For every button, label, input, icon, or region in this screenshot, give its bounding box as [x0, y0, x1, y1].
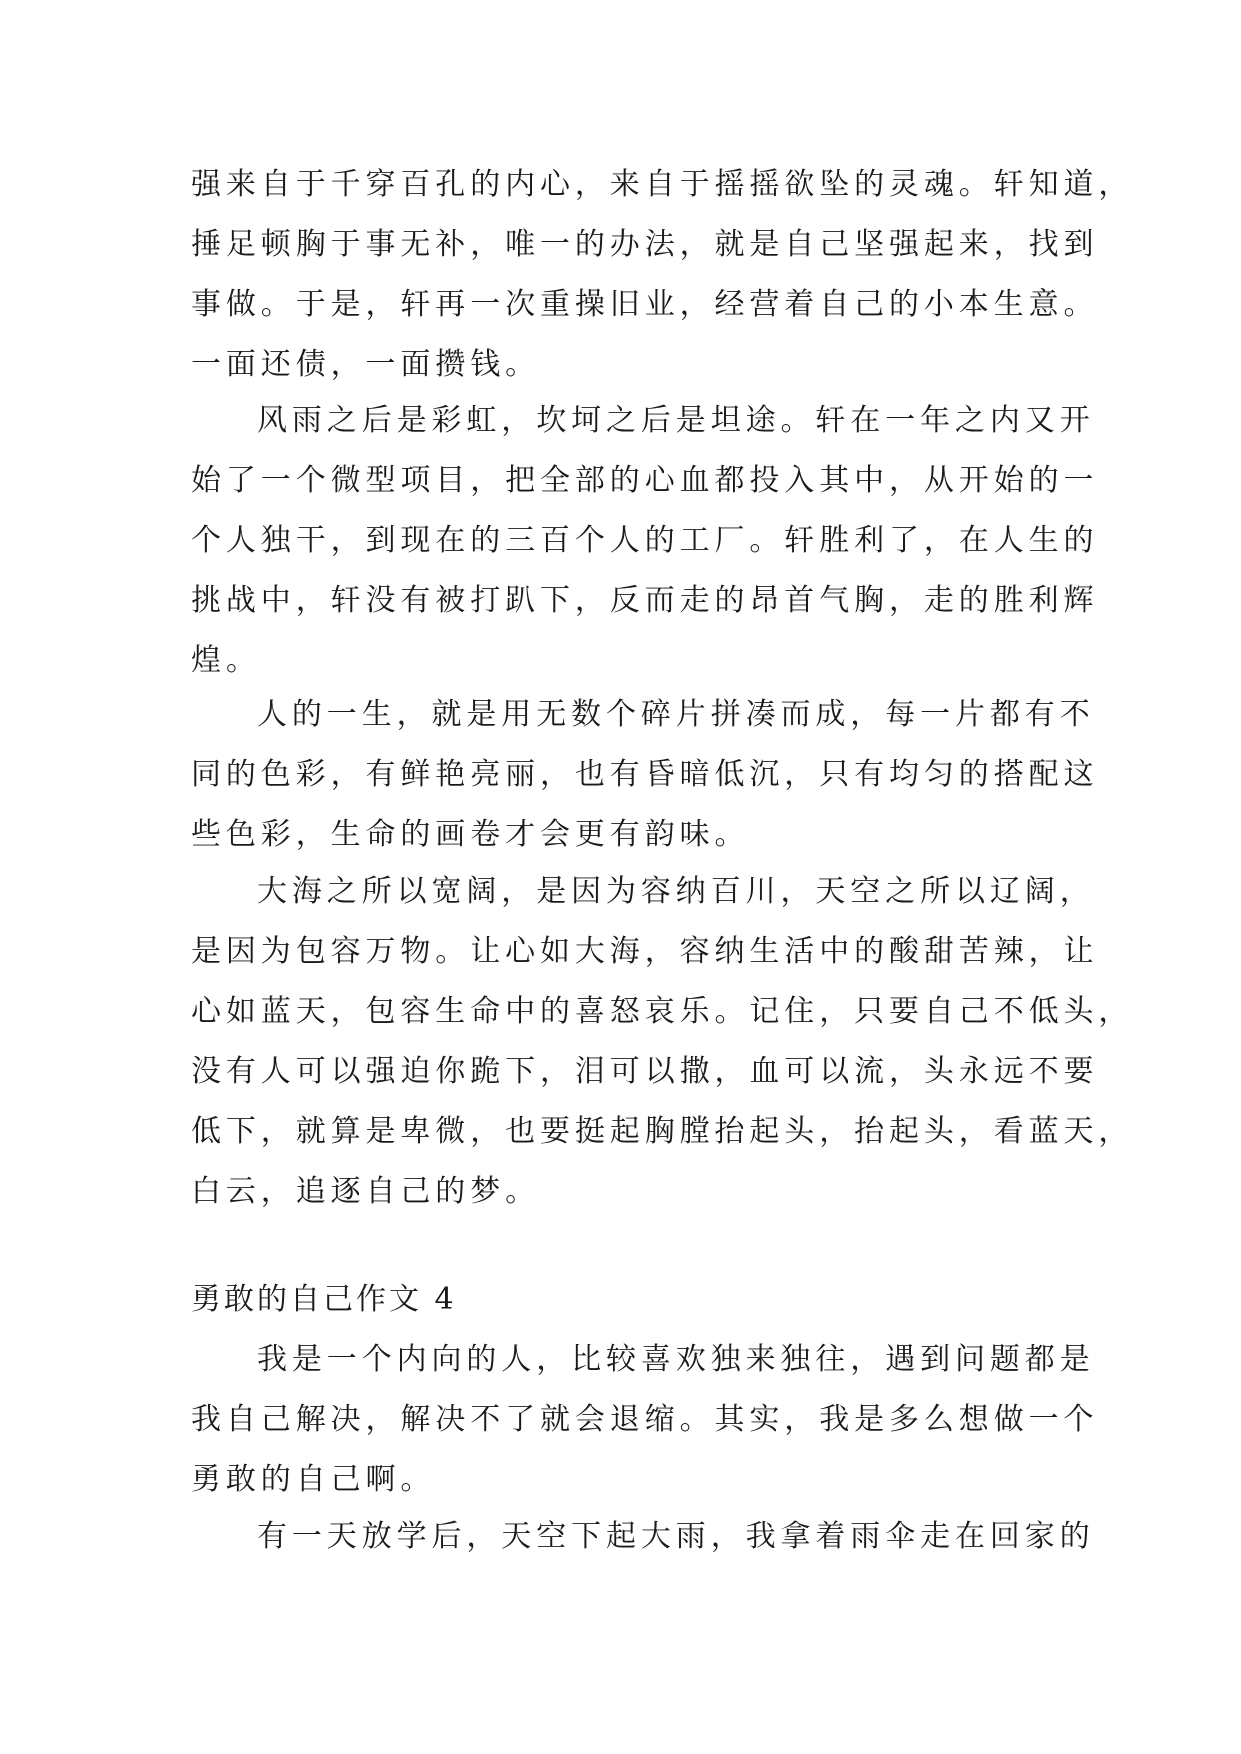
text-line: 个人独干，到现在的三百个人的工厂。轩胜利了，在人生的: [191, 523, 1099, 558]
text-line: 捶足顿胸于事无补，唯一的办法，就是自己坚强起来，找到: [191, 227, 1099, 262]
text-line: 人的一生，就是用无数个碎片拼凑而成，每一片都有不: [257, 697, 1095, 732]
paragraph-life-fragments: [191, 685, 1099, 865]
essay-heading: 勇敢的自己作文 4: [191, 1282, 457, 1317]
text-line: 心如蓝天，包容生命中的喜怒哀乐。记住，只要自己不低头，: [191, 994, 1134, 1029]
text-line: 没有人可以强迫你跪下，泪可以撒，血可以流，头永远不要: [191, 1054, 1099, 1089]
text-line: 些色彩，生命的画卷才会更有韵味。: [191, 817, 750, 852]
essay-heading-block: [191, 1270, 1071, 1330]
text-line: 是因为包容万物。让心如大海，容纳生活中的酸甜苦辣，让: [191, 934, 1099, 969]
text-line: 勇敢的自己啊。: [191, 1462, 436, 1497]
paragraph-rainy-day: [191, 1507, 1095, 1567]
text-line: 一面还债，一面攒钱。: [191, 347, 540, 382]
paragraph-continued: [191, 155, 1134, 395]
paragraph-sea-and-sky: [191, 862, 1134, 1222]
text-line: 大海之所以宽阔，是因为容纳百川，天空之所以辽阔，: [257, 874, 1095, 909]
text-line: 煌。: [191, 643, 261, 678]
text-line: 始了一个微型项目，把全部的心血都投入其中，从开始的一: [191, 463, 1099, 498]
text-line: 挑战中，轩没有被打趴下，反而走的昂首气胸，走的胜利辉: [191, 583, 1099, 618]
text-line: 低下，就算是卑微，也要挺起胸膛抬起头，抬起头，看蓝天，: [191, 1114, 1134, 1149]
text-line: 我是一个内向的人，比较喜欢独来独往，遇到问题都是: [257, 1342, 1095, 1377]
text-line: 有一天放学后，天空下起大雨，我拿着雨伞走在回家的: [257, 1519, 1095, 1554]
paragraph-rainbow: [191, 391, 1099, 691]
text-line: 我自己解决，解决不了就会退缩。其实，我是多么想做一个: [191, 1402, 1099, 1437]
text-line: 事做。于是，轩再一次重操旧业，经营着自己的小本生意。: [191, 287, 1099, 322]
text-line: 白云，追逐自己的梦。: [191, 1174, 540, 1209]
text-line: 同的色彩，有鲜艳亮丽，也有昏暗低沉，只有均匀的搭配这: [191, 757, 1099, 792]
text-line: 风雨之后是彩虹，坎坷之后是坦途。轩在一年之内又开: [257, 403, 1095, 438]
paragraph-introvert: [191, 1330, 1099, 1510]
text-line: 强来自于千穿百孔的内心，来自于摇摇欲坠的灵魂。轩知道，: [191, 167, 1134, 202]
